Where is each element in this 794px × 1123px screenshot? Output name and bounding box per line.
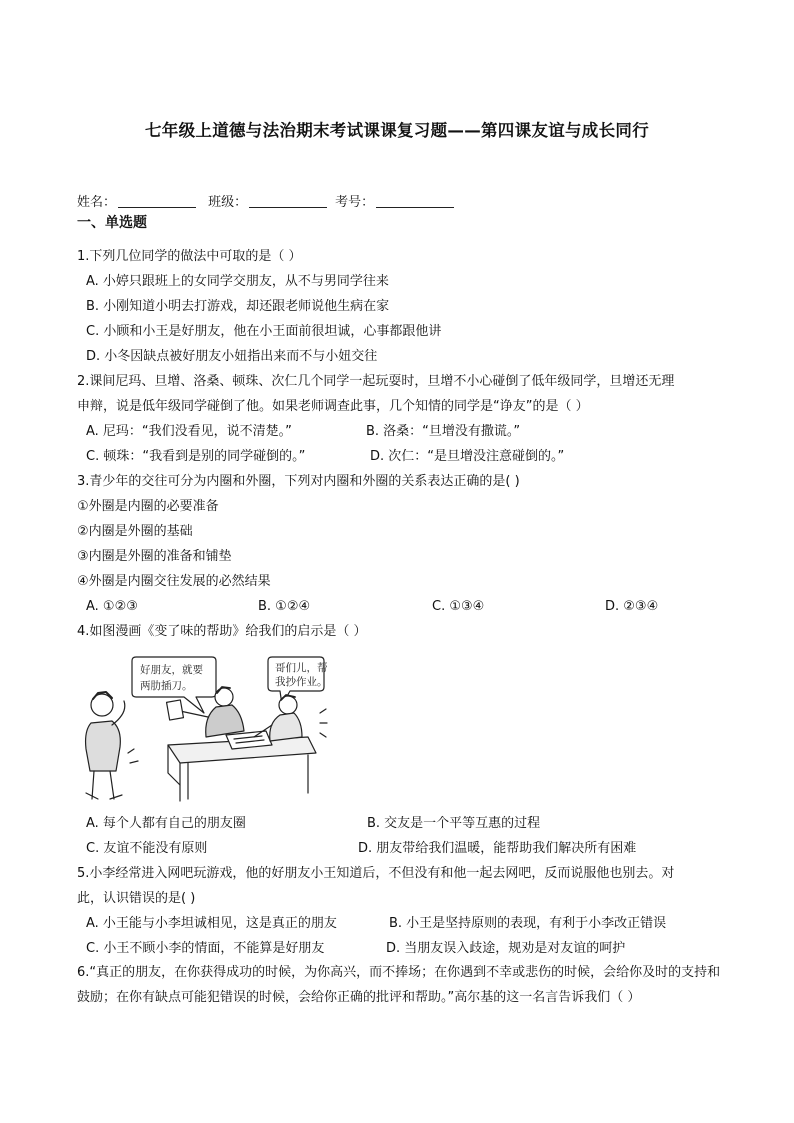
question-6-stem: 6.“真正的朋友，在你获得成功的时候，为你高兴，而不捧场；在你遇到不幸或悲伤的时候，会给你及时的支持和鼓励；在你有缺点可能犯错误的时候，会给你正确的批评和帮助。”高尔基的这一名言告诉我们（ ）: [77, 965, 721, 1005]
q3-option-b[interactable]: B. ①②④: [258, 599, 311, 614]
q3-statement-3: ③内圈是外圈的准备和铺垫: [77, 549, 232, 564]
cartoon-illustration: [76, 653, 328, 803]
q5-option-b[interactable]: B. 小王是坚持原则的表现，有利于小李改正错误: [389, 916, 667, 931]
question-1-stem: 1.下列几位同学的做法中可取的是（ ）: [77, 249, 302, 264]
q1-option-a[interactable]: A. 小婷只跟班上的女同学交朋友，从不与男同学往来: [86, 274, 389, 289]
q4-option-d[interactable]: D. 朋友带给我们温暖，能帮助我们解决所有困难: [358, 841, 637, 856]
q2-option-b[interactable]: B. 洛桑：“旦增没有撒谎。”: [366, 424, 521, 439]
question-4-stem: 4.如图漫画《变了味的帮助》给我们的启示是（ ）: [77, 624, 367, 639]
student-info-row: [77, 194, 462, 211]
page-title: 七年级上道德与法治期末考试课课复习题——第四课友谊与成长同行: [145, 121, 649, 140]
q1-option-d[interactable]: D. 小冬因缺点被好朋友小妞指出来而不与小妞交往: [86, 349, 378, 364]
number-blank[interactable]: [376, 194, 454, 208]
q1-option-b[interactable]: B. 小刚知道小明去打游戏，却还跟老师说他生病在家: [86, 299, 390, 314]
class-label: 班级：: [208, 195, 248, 210]
number-label: 考号：: [335, 195, 375, 210]
q3-statement-1: ①外圈是内圈的必要准备: [77, 499, 219, 514]
left-bubble-line2: 两肋插刀。: [140, 680, 193, 692]
q3-option-c[interactable]: C. ①③④: [432, 599, 485, 614]
question-2-stem-line2: 申辩，说是低年级同学碰倒了他。如果老师调查此事，几个知情的同学是“诤友”的是（ ）: [77, 399, 589, 414]
q3-option-a[interactable]: A. ①②③: [86, 599, 138, 614]
section-heading: 一、单选题: [77, 215, 147, 231]
q3-statement-2: ②内圈是外圈的基础: [77, 524, 193, 539]
q5-option-a[interactable]: A. 小王能与小李坦诚相见，这是真正的朋友: [86, 916, 337, 931]
question-5-stem-line2: 此，认识错误的是( ): [77, 891, 196, 906]
question-3-stem: 3.青少年的交往可分为内圈和外圈，下列对内圈和外圈的关系表达正确的是( ): [77, 474, 520, 489]
right-bubble-line2: 我抄作业。: [275, 676, 328, 688]
q2-option-a[interactable]: A. 尼玛：“我们没看见，说不清楚。”: [86, 424, 292, 439]
left-bubble-line1: 好朋友，就要: [140, 664, 203, 676]
name-label: 姓名：: [77, 195, 117, 210]
q4-option-a[interactable]: A. 每个人都有自己的朋友圈: [86, 816, 246, 831]
q2-option-c[interactable]: C. 顿珠：“我看到是别的同学碰倒的。”: [86, 449, 306, 464]
question-2-stem-line1: 2.课间尼玛、旦增、洛桑、顿珠、次仁几个同学一起玩耍时，旦增不小心碰倒了低年级同学，旦增还无理: [77, 374, 675, 389]
name-blank[interactable]: [118, 194, 196, 208]
q5-option-c[interactable]: C. 小王不顾小李的情面，不能算是好朋友: [86, 941, 325, 956]
question-5-stem-line1: 5.小李经常进入网吧玩游戏，他的好朋友小王知道后，不但没有和他一起去网吧，反而说服他也别去。对: [77, 866, 675, 881]
q1-option-c[interactable]: C. 小顾和小王是好朋友，他在小王面前很坦诚，心事都跟他讲: [86, 324, 442, 339]
class-blank[interactable]: [249, 194, 327, 208]
q5-option-d[interactable]: D. 当朋友误入歧途，规劝是对友谊的呵护: [386, 941, 626, 956]
q4-option-b[interactable]: B. 交友是一个平等互惠的过程: [367, 816, 541, 831]
q3-statement-4: ④外圈是内圈交往发展的必然结果: [77, 574, 271, 589]
q4-option-c[interactable]: C. 友谊不能没有原则: [86, 841, 208, 856]
q3-option-d[interactable]: D. ②③④: [605, 599, 659, 614]
right-bubble-line1: 哥们儿，帮: [275, 662, 328, 674]
q2-option-d[interactable]: D. 次仁：“是旦增没注意碰倒的。”: [370, 449, 565, 464]
